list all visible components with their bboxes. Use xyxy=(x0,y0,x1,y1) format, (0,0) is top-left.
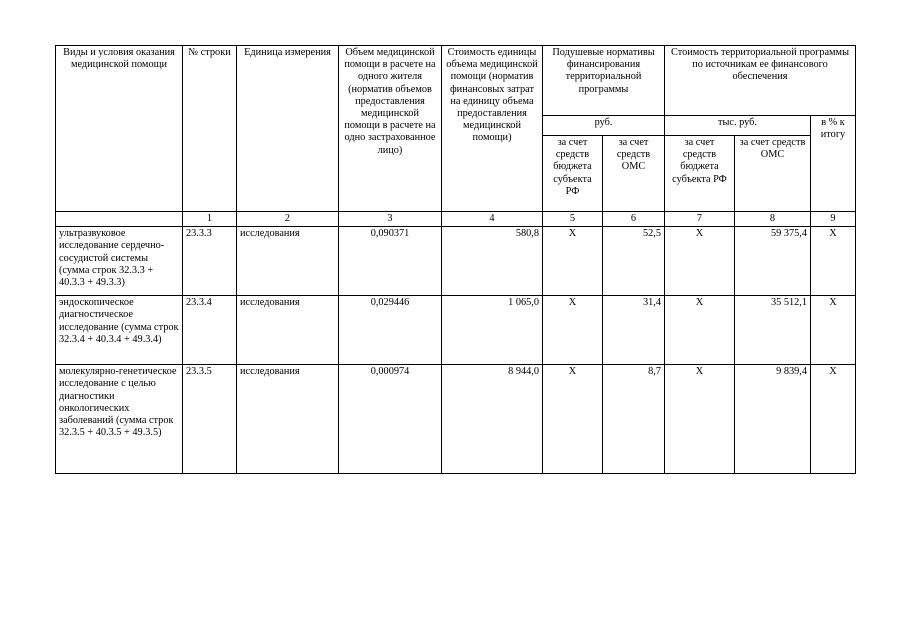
header-percent: в % к итогу xyxy=(811,116,856,212)
row-volume: 0,000974 xyxy=(339,365,442,474)
row-oms-rub: 52,5 xyxy=(603,227,665,296)
row-oms-rub: 31,4 xyxy=(603,296,665,365)
financing-table xyxy=(55,45,856,474)
column-number: 7 xyxy=(665,212,735,227)
row-unit: исследования xyxy=(237,365,339,474)
row-number: 23.3.5 xyxy=(183,365,237,474)
column-number: 1 xyxy=(183,212,237,227)
row-budget-thous: Х xyxy=(665,365,735,474)
header-budget-rub: за счет средств бюджета субъекта РФ xyxy=(543,136,603,212)
row-number: 23.3.4 xyxy=(183,296,237,365)
header-unit-cost: Стоимость единицы объема медицинской помощи (норматив финансовых затрат на единицу объема предоставления медицинской помощи) xyxy=(442,46,543,212)
header-unit: Единица измерения xyxy=(237,46,339,212)
header-oms-rub: за счет средств ОМС xyxy=(603,136,665,212)
row-cost: 1 065,0 xyxy=(442,296,543,365)
column-number: 5 xyxy=(543,212,603,227)
column-number-blank xyxy=(56,212,183,227)
header-volume: Объем медицинской помощи в расчете на одного жителя (норматив объемов предоставления медицинской помощи в расчете на одно застрахованное лицо) xyxy=(339,46,442,212)
header-program-cost: Стоимость территориальной программы по источникам ее финансового обеспечения xyxy=(665,46,856,116)
row-volume: 0,090371 xyxy=(339,227,442,296)
table-row xyxy=(56,296,856,365)
column-number: 9 xyxy=(811,212,856,227)
table-row xyxy=(56,365,856,474)
row-volume: 0,029446 xyxy=(339,296,442,365)
row-percent: Х xyxy=(811,296,856,365)
header-row-1 xyxy=(56,46,856,116)
row-name: эндоскопическое диагностическое исследование (сумма строк 32.3.4 + 40.3.4 + 49.3.4) xyxy=(56,296,183,365)
column-number: 2 xyxy=(237,212,339,227)
header-unit-thous-rub: тыс. руб. xyxy=(665,116,811,136)
row-budget-rub: Х xyxy=(543,227,603,296)
row-unit: исследования xyxy=(237,227,339,296)
row-cost: 8 944,0 xyxy=(442,365,543,474)
row-budget-rub: Х xyxy=(543,365,603,474)
row-percent: Х xyxy=(811,365,856,474)
row-number: 23.3.3 xyxy=(183,227,237,296)
row-oms-thous: 35 512,1 xyxy=(735,296,811,365)
row-cost: 580,8 xyxy=(442,227,543,296)
row-oms-thous: 9 839,4 xyxy=(735,365,811,474)
column-number: 6 xyxy=(603,212,665,227)
row-name: молекулярно-генетическое исследование с целью диагностики онкологических заболеваний (сумма строк 32.3.5 + 40.3.5 + 49.3.5) xyxy=(56,365,183,474)
header-row-number: № строки xyxy=(183,46,237,212)
header-oms-thous: за счет средств ОМС xyxy=(735,136,811,212)
column-number: 3 xyxy=(339,212,442,227)
column-number: 8 xyxy=(735,212,811,227)
column-numbers-row xyxy=(56,212,856,227)
row-oms-thous: 59 375,4 xyxy=(735,227,811,296)
header-per-capita: Подушевые нормативы финансирования территориальной программы xyxy=(543,46,665,116)
column-number: 4 xyxy=(442,212,543,227)
header-kind: Виды и условия оказания медицинской помощи xyxy=(56,46,183,212)
row-name: ультразвуковое исследование сердечно-сосудистой системы (сумма строк 32.3.3 + 40.3.3 + 49.3.3) xyxy=(56,227,183,296)
row-budget-rub: Х xyxy=(543,296,603,365)
row-percent: Х xyxy=(811,227,856,296)
row-budget-thous: Х xyxy=(665,296,735,365)
row-oms-rub: 8,7 xyxy=(603,365,665,474)
table-row xyxy=(56,227,856,296)
row-unit: исследования xyxy=(237,296,339,365)
header-budget-thous: за счет средств бюджета субъекта РФ xyxy=(665,136,735,212)
header-unit-rub: руб. xyxy=(543,116,665,136)
row-budget-thous: Х xyxy=(665,227,735,296)
